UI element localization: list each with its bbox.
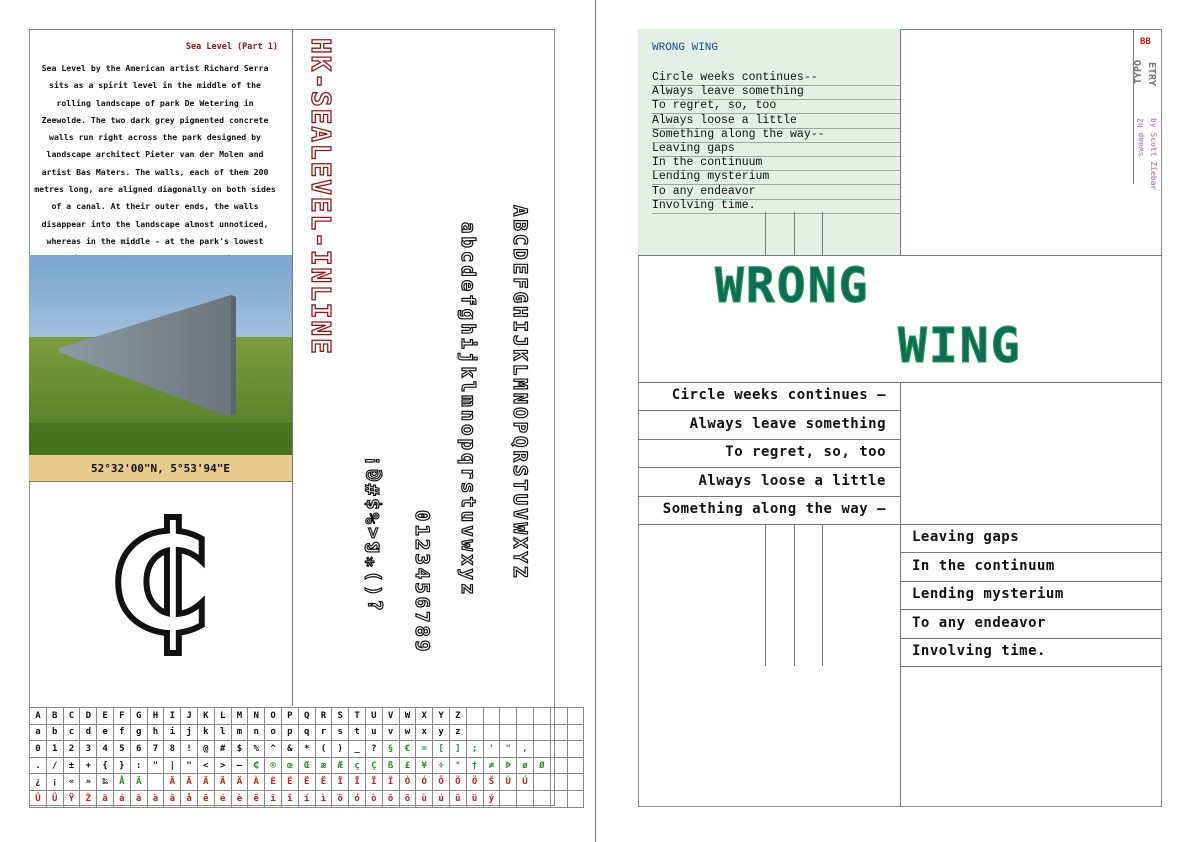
poem-line: Leaving gaps (652, 142, 900, 157)
glyph-cell: ¿ (30, 774, 47, 791)
v-rule-2 (794, 212, 795, 255)
glyph-cell (550, 790, 567, 807)
display-line: To any endeavor (912, 614, 1046, 631)
glyph-cell: à (147, 790, 164, 807)
glyph-cell: Ä (130, 774, 147, 791)
display-line: Something along the way – (662, 501, 886, 517)
glyph-cell: Ï (365, 774, 382, 791)
glyph-cell: û (449, 790, 466, 807)
poem-line: Lending mysterium (652, 170, 900, 185)
glyph-cell: ò (365, 790, 382, 807)
poem-line: Always leave something (652, 85, 900, 100)
glyph-cell: ; (466, 741, 483, 758)
glyph-cell: â (130, 790, 147, 807)
glyph-cell: R (315, 708, 332, 725)
glyph-cell: ® (265, 757, 282, 774)
glyph-cell: Ü (46, 790, 63, 807)
glyph-cell: ë (248, 790, 265, 807)
etry-label: ETRY (1146, 62, 1157, 87)
glyph-cell: V (382, 708, 399, 725)
glyph-cell: / (46, 757, 63, 774)
glyph-cell: 7 (147, 741, 164, 758)
glyph-cell: 5 (113, 741, 130, 758)
glyph-cell: u (365, 724, 382, 741)
glyph-cell: D (80, 708, 97, 725)
glyph-cell: Ä (231, 774, 248, 791)
glyph-cell: ¥ (416, 757, 433, 774)
glyph-cell: Ô (433, 774, 450, 791)
glyph-cell: { (97, 757, 114, 774)
glyph-cell: O (265, 708, 282, 725)
glyph-cell: E (97, 708, 114, 725)
glyph-cell: l (214, 724, 231, 741)
symbols-specimen: ¿()*ß<%$#@! (362, 452, 384, 611)
glyph-cell: Œ (298, 757, 315, 774)
glyph-cell: ) (332, 741, 349, 758)
glyph-cell: G (130, 708, 147, 725)
glyph-cell: F (113, 708, 130, 725)
v-rule-1 (765, 212, 766, 255)
sea-level-photo (29, 255, 292, 455)
glyph-cell: x (416, 724, 433, 741)
side-note: swaap h2 (1136, 118, 1145, 157)
display-word-wing: WING (898, 318, 1022, 374)
poem-line: Circle weeks continues-- (652, 71, 900, 86)
glyph-cell: È (265, 774, 282, 791)
glyph-cell: ! (181, 741, 198, 758)
glyph-cell: k (197, 724, 214, 741)
display-line: Always leave something (689, 415, 886, 432)
glyph-cell: ° (449, 757, 466, 774)
intro-body: Sea Level by the American artist Richard Serra sits as a spirit level in the middle of the rolling landscape of park De Wetering in Zeewolde. The two dark grey pigmented concrete walls run right across the park designed by landscape architect Pieter van der Molen and artist Bas Maters. The walls, each of them 200 metres long, are aligned diagonally on both sides of a canal. At their outer ends, the walls disappear into the landscape almost unnoticed, whereas in the middle - at the park's lowest (34, 63, 276, 246)
glyph-cell: N (248, 708, 265, 725)
glyph-cell (550, 708, 567, 725)
lowercase-specimen: abcdefghijklmnopqrstuvwxyz (457, 222, 479, 598)
glyph-row (30, 724, 584, 741)
glyph-cell: ô (382, 790, 399, 807)
glyph-cell: % (248, 741, 265, 758)
glyph-cell: | (164, 757, 181, 774)
glyph-cell: ê (197, 790, 214, 807)
glyph-cell: @ (197, 741, 214, 758)
poem-line: In the continuum (652, 156, 900, 171)
glyph-cell: t (349, 724, 366, 741)
intro-title: Sea Level (Part 1) (185, 42, 278, 52)
glyph-cell: & (281, 741, 298, 758)
glyph-cell: œ (281, 757, 298, 774)
glyph-cell: Ë (315, 774, 332, 791)
glyph-cell: À (248, 774, 265, 791)
glyph-cell: ± (63, 757, 80, 774)
glyph-cell: J (181, 708, 198, 725)
glyph-cell (517, 790, 534, 807)
display-line-rule (638, 410, 900, 411)
landscape-image (29, 255, 292, 455)
display-word-wrong: WRONG (715, 258, 870, 314)
featured-glyph: ₵ (114, 493, 206, 667)
display-line-rule (900, 609, 1162, 610)
glyph-cell: « (63, 774, 80, 791)
glyph-cell: [ (433, 741, 450, 758)
glyph-cell: ö (332, 790, 349, 807)
glyph-cell: A (30, 708, 47, 725)
glyph-cell: q (298, 724, 315, 741)
glyph-cell (533, 741, 550, 758)
v-rule-4 (765, 524, 766, 666)
glyph-cell: 1 (46, 741, 63, 758)
display-line: In the continuum (912, 557, 1055, 574)
glyph-cell: < (197, 757, 214, 774)
glyph-cell: P (281, 708, 298, 725)
glyph-cell: ? (365, 741, 382, 758)
glyph-cell: e (97, 724, 114, 741)
glyph-cell: , (517, 741, 534, 758)
glyph-cell: é (214, 790, 231, 807)
glyph-cell: † (466, 757, 483, 774)
glyph-cell: ¡ (46, 774, 63, 791)
glyph-cell: 8 (164, 741, 181, 758)
glyph-cell: Þ (500, 757, 517, 774)
glyph-cell: ý (483, 790, 500, 807)
glyph-cell (550, 741, 567, 758)
glyph-cell: ‰ (97, 774, 114, 791)
display-line: To regret, so, too (725, 444, 886, 460)
glyph-cell: Æ (332, 757, 349, 774)
display-line: Lending mysterium (912, 586, 1064, 602)
glyph-cell (550, 757, 567, 774)
display-line: Circle weeks continues – (671, 387, 886, 403)
glyph-cell: y (433, 724, 450, 741)
glyph-row (30, 757, 584, 774)
glyph-row (30, 790, 584, 807)
coordinates-bar: 52°32'00"N, 5°53'94"E (29, 455, 292, 482)
glyph-cell: g (130, 724, 147, 741)
glyph-cell: ø (517, 757, 534, 774)
glyph-cell (466, 724, 483, 741)
glyph-cell: T (349, 708, 366, 725)
glyph-cell: å (181, 790, 198, 807)
glyph-cell: Ù (500, 774, 517, 791)
v-rule-5 (794, 524, 795, 666)
glyph-cell: ó (349, 790, 366, 807)
glyph-cell: ] (449, 741, 466, 758)
glyph-cell: ù (416, 790, 433, 807)
glyph-cell: K (197, 708, 214, 725)
typo-logo: BB (1140, 37, 1151, 47)
glyph-cell: n (248, 724, 265, 741)
glyph-cell: – (231, 757, 248, 774)
glyph-cell: " (181, 757, 198, 774)
glyph-cell: £ (399, 757, 416, 774)
glyph-cell: Ç (365, 757, 382, 774)
glyph-cell: c (63, 724, 80, 741)
glyph-cell (567, 790, 584, 807)
glyph-cell: ü (466, 790, 483, 807)
glyph-cell: Š (483, 774, 500, 791)
glyph-cell: H (147, 708, 164, 725)
v-rule-6 (822, 524, 823, 666)
glyph-cell (483, 724, 500, 741)
glyph-cell: j (181, 724, 198, 741)
poem-title: WRONG WING (652, 42, 719, 54)
glyph-table (29, 707, 584, 808)
glyph-cell: Õ (449, 774, 466, 791)
glyph-cell: Ï (332, 774, 349, 791)
glyph-cell (567, 757, 584, 774)
glyph-cell (500, 724, 517, 741)
glyph-cell: 0 (30, 741, 47, 758)
glyph-cell: 3 (80, 741, 97, 758)
glyph-cell: > (214, 757, 231, 774)
glyph-cell: = (416, 741, 433, 758)
glyph-cell (567, 708, 584, 725)
glyph-cell: á (113, 790, 130, 807)
glyph-cell (483, 708, 500, 725)
glyph-cell: § (382, 741, 399, 758)
glyph-cell: ÷ (433, 757, 450, 774)
glyph-cell (567, 774, 584, 791)
digits-specimen: 0123456789 (411, 510, 433, 655)
glyph-cell: 6 (130, 741, 147, 758)
poem-line: Something along the way-- (652, 128, 900, 143)
glyph-cell (550, 774, 567, 791)
display-line-rule (900, 638, 1162, 639)
glyph-cell: ( (315, 741, 332, 758)
glyph-cell: } (113, 757, 130, 774)
glyph-cell (567, 741, 584, 758)
glyph-cell (533, 724, 550, 741)
glyph-cell: W (399, 708, 416, 725)
display-line-rule (900, 552, 1162, 553)
glyph-cell: 2 (63, 741, 80, 758)
glyph-cell: _ (349, 741, 366, 758)
glyph-cell: a (30, 724, 47, 741)
glyph-cell (533, 774, 550, 791)
header-rule (638, 255, 1162, 256)
poem-line: Involving time. (652, 199, 900, 214)
glyph-cell: Ø (533, 757, 550, 774)
glyph-cell (533, 790, 550, 807)
glyph-cell: ç (349, 757, 366, 774)
display-line: Always loose a little (698, 472, 886, 489)
left-column-divider (292, 29, 293, 706)
glyph-cell: ₵ (248, 757, 265, 774)
glyph-cell: Î (382, 774, 399, 791)
glyph-cell: Ž (80, 790, 97, 807)
glyph-cell: * (298, 741, 315, 758)
glyph-cell: 4 (97, 741, 114, 758)
glyph-cell: U (365, 708, 382, 725)
glyph-cell: d (80, 724, 97, 741)
glyph-cell: í (298, 790, 315, 807)
glyph-cell: L (214, 708, 231, 725)
glyph-cell: æ (315, 757, 332, 774)
glyph-cell: Ó (416, 774, 433, 791)
glyph-cell: r (315, 724, 332, 741)
glyph-cell: S (332, 708, 349, 725)
glyph-cell: I (164, 708, 181, 725)
glyph-cell (550, 724, 567, 741)
right-column-divider-lower (900, 382, 901, 806)
display-line-rule (638, 439, 900, 440)
glyph-cell: Ÿ (63, 790, 80, 807)
poem-line: To regret, so, too (652, 99, 900, 114)
glyph-cell: . (30, 757, 47, 774)
display-line-rule (638, 467, 900, 468)
glyph-cell (533, 708, 550, 725)
glyph-cell: ß (382, 757, 399, 774)
display-line-rule (638, 524, 900, 525)
v-rule-3 (822, 212, 823, 255)
glyph-cell (500, 708, 517, 725)
glyph-cell: ^ (265, 741, 282, 758)
glyph-cell: » (80, 774, 97, 791)
glyph-cell: s (332, 724, 349, 741)
glyph-cell: B (46, 708, 63, 725)
glyph-cell: p (281, 724, 298, 741)
glyph-cell: z (449, 724, 466, 741)
glyph-cell: Å (113, 774, 130, 791)
glyph-cell: Ú (517, 774, 534, 791)
font-name-title: HK-SEALEVEL-INLINE (305, 38, 335, 356)
display-line: Leaving gaps (912, 529, 1020, 545)
glyph-cell: Ä (197, 774, 214, 791)
glyph-cell: M (231, 708, 248, 725)
glyph-cell: € (399, 741, 416, 758)
glyph-cell: C (63, 708, 80, 725)
glyph-cell: Ä (181, 774, 198, 791)
display-line-rule (900, 666, 1162, 667)
glyph-cell: Û (30, 790, 47, 807)
right-column-divider (900, 29, 901, 255)
glyph-cell: w (399, 724, 416, 741)
glyph-cell: è (231, 790, 248, 807)
glyph-cell: # (214, 741, 231, 758)
glyph-cell: ú (433, 790, 450, 807)
glyph-cell: î (281, 790, 298, 807)
glyph-cell: " (500, 741, 517, 758)
glyph-cell: $ (231, 741, 248, 758)
spread-gutter (595, 0, 596, 842)
glyph-cell: Y (433, 708, 450, 725)
glyph-cell: ã (164, 790, 181, 807)
glyph-cell: ä (97, 790, 114, 807)
glyph-row (30, 741, 584, 758)
glyph-cell: h (147, 724, 164, 741)
typo-label: TYPO (1133, 60, 1144, 85)
glyph-cell: Z (449, 708, 466, 725)
glyph-cell: : (130, 757, 147, 774)
glyph-cell: Ö (466, 774, 483, 791)
glyph-cell: Ò (399, 774, 416, 791)
glyph-cell: + (80, 757, 97, 774)
display-rule (638, 382, 1162, 383)
glyph-cell: v (382, 724, 399, 741)
glyph-cell: ï (265, 790, 282, 807)
display-line-rule (900, 581, 1162, 582)
glyph-cell: X (416, 708, 433, 725)
glyph-cell: f (113, 724, 130, 741)
glyph-cell (500, 790, 517, 807)
glyph-cell: i (164, 724, 181, 741)
glyph-cell (567, 724, 584, 741)
glyph-cell: b (46, 724, 63, 741)
glyph-cell: õ (399, 790, 416, 807)
glyph-cell: Ê (281, 774, 298, 791)
glyph-cell (147, 774, 164, 791)
glyph-cell (517, 724, 534, 741)
glyph-cell: ' (483, 741, 500, 758)
byline: by Scott Ziebar (1149, 118, 1158, 191)
glyph-cell (517, 708, 534, 725)
glyph-row (30, 774, 584, 791)
glyph-cell: Q (298, 708, 315, 725)
glyph-cell: Ë (298, 774, 315, 791)
display-line-rule (638, 496, 900, 497)
glyph-cell: ≠ (483, 757, 500, 774)
glyph-cell: " (147, 757, 164, 774)
glyph-cell: m (231, 724, 248, 741)
display-line: Involving time. (912, 643, 1046, 659)
glyph-cell: Ä (214, 774, 231, 791)
poem-line: Always loose a little (652, 114, 900, 129)
glyph-row (30, 708, 584, 725)
glyph-cell: o (265, 724, 282, 741)
glyph-cell: ì (315, 790, 332, 807)
poem-line: To any endeavor (652, 185, 900, 200)
uppercase-specimen: ABCDEFGHIJKLMNOPQRSTUVWXYZ (509, 205, 531, 581)
side-column-rule (1133, 29, 1134, 184)
glyph-cell (466, 708, 483, 725)
glyph-cell: Ä (164, 774, 181, 791)
glyph-cell: Ï (349, 774, 366, 791)
